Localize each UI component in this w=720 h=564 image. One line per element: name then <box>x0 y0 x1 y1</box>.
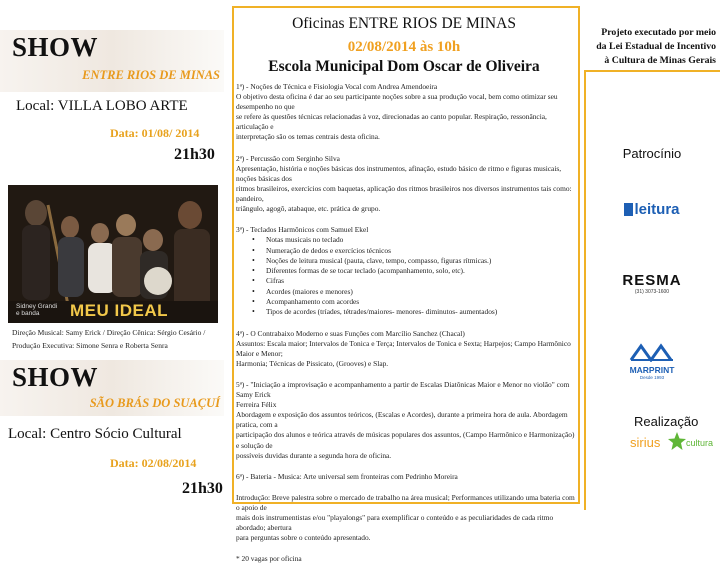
w1-line-1: O objetivo desta oficina é dar ao seu participante noções sobre a sua produção vocal, bem como otimizar seu desempenho no que <box>236 92 558 112</box>
w6-title: 6ª) - Bateria - Musica: Arte universal sem fronteiras com Pedrinho Moreira <box>236 471 458 481</box>
w5-title-2: Ferreira Félix <box>236 400 277 410</box>
workshops-body <box>236 82 576 564</box>
w1-line-2: se refere às questões técnicas relacionadas à voz, direcionadas ao canto popular. Respiração, ressonância, articulação e <box>236 112 547 132</box>
leitura-logo <box>584 200 720 218</box>
leitura-mark-icon <box>624 203 633 216</box>
marprint-logo <box>584 342 720 380</box>
footnote: * 20 vagas por oficina <box>236 554 302 564</box>
workshops-date: 02/08/2014 às 10h <box>347 39 461 55</box>
band-small-label: Sidney Grandi e banda <box>16 303 58 317</box>
w3-item: • Numeração de dedos e exercícios técnicos <box>252 246 576 256</box>
show1-title: SHOW <box>12 32 99 62</box>
workshops-school: Escola Municipal Dom Oscar de Oliveira <box>268 58 540 75</box>
sponsors-column <box>584 0 720 510</box>
marprint-wordmark: MARPRINT <box>629 365 675 375</box>
law-note-line-3: à Cultura de Minas Gerais <box>604 55 716 66</box>
w5-line-3: possíveis duvidas durante a segunda hora de oficina. <box>236 450 392 460</box>
w5-line-2: participação dos alunos e teórica através de músicas populares dos assuntos, (Campo Harmônico e Harmonização) e solução de <box>236 430 575 450</box>
credits <box>12 326 224 352</box>
leitura-wordmark: leitura <box>634 200 680 218</box>
sponsors-top-rule <box>586 70 720 72</box>
resma-phone: (31) 3073-1600 <box>634 289 670 295</box>
law-note-line-1: Projeto executado por meio <box>601 27 716 38</box>
w5-title: 5ª) - "Iniciação a improvisação e acompanhamento a partir de Escalas Diatônicas Maior e Menor no violão" com Samy Erick <box>236 379 570 400</box>
w2-line-2: ritmos brasileiros, exercícios com baquetas, aplicação dos ritmos brasileiros nos diversos instrumentos tais como: pandeiro, <box>236 183 572 203</box>
w3-list <box>236 235 576 317</box>
w2-line-1: Apresentação, história e noções básicas dos instrumentos, afinação, estudo básico de ritmo e figuras musicais, noções básicas dos <box>236 163 562 183</box>
w2-title: 2ª) - Percussão com Serginho Silva <box>236 153 340 163</box>
w4-line-1: Assuntos: Escala maior; Intervalos de Tonica e Terça; Intervalos de Tonica e Sexta; Harpejos; Campo Harmônico Maior e Menor; <box>236 338 571 358</box>
credits-line-1: Direção Musical: Samy Erick / Direção Cênica: Sérgio Cesário / <box>12 328 206 337</box>
w3-item: • Diferentes formas de se tocar teclado (acompanhamento, solo, etc). <box>252 266 576 276</box>
credits-line-2: Produção Executiva: Simone Senra e Roberta Senra <box>12 341 168 350</box>
sirius-wordmark: sirius <box>630 435 661 450</box>
marprint-mark-icon <box>629 342 675 362</box>
w5-line-1: Abordagem e exposição dos assuntos teóricos, (Escalas e Acordes), durante a primeira hora de aula. Abordagem pratica, com a <box>236 410 568 430</box>
resma-wordmark: RESMA <box>622 272 682 289</box>
patrocinio-label: Patrocínio <box>622 146 682 161</box>
law-note <box>584 26 716 68</box>
w3-item: • Noções de leitura musical (pauta, clave, tempo, compasso, figuras rítmicas.) <box>252 256 576 266</box>
left-column <box>0 0 224 510</box>
law-note-line-2: da Lei Estadual de Incentivo <box>596 41 716 52</box>
show1-subtitle: ENTRE RIOS DE MINAS <box>82 68 220 82</box>
show2-title: SHOW <box>12 362 99 392</box>
w3-item: • Acordes (maiores e menores) <box>252 287 576 297</box>
workshops-column <box>224 0 584 564</box>
show2-time: 21h30 <box>182 480 223 497</box>
show2-subtitle: SÃO BRÁS DO SUAÇUÍ <box>89 396 220 410</box>
realizacao-label: Realização <box>634 414 699 429</box>
band-name: MEU IDEAL <box>70 301 168 320</box>
cultura-wordmark: cultura <box>686 438 714 448</box>
show1-time: 21h30 <box>174 146 215 163</box>
resma-logo <box>584 272 720 295</box>
w2-line-3: triângulo, agogô, atabaque, etc. prática de grupo. <box>236 204 381 214</box>
w3-item: • Acompanhamento com acordes <box>252 297 576 307</box>
w6-line-2: mais dois instrumentistas e/ou "playalongs" para exemplificar o conteúdo e as peculiaridades de cada ritmo abordado; abertura <box>236 513 554 533</box>
w6-line-1: Introdução: Breve palestra sobre o mercado de trabalho na área musical; Performances utilizando uma bateria com o apoio de <box>236 492 575 512</box>
w4-line-2: Harmonia; Técnicas de Pissicato, (Grooves) e Slap. <box>236 358 389 368</box>
w6-line-3: para perguntas sobre o conteúdo apresentado. <box>236 533 371 543</box>
w1-title: 1ª) - Noções de Técnica e Fisiologia Vocal com Andrea Amendoeira <box>236 82 438 91</box>
band-photo <box>8 185 218 323</box>
w1-line-3: interpretação são os temas centrais desta oficina. <box>236 132 380 142</box>
show2-date: Data: 02/08/2014 <box>110 456 197 470</box>
w4-title: 4ª) - O Contrabaixo Moderno e suas Funções com Marcílio Sanchez (Chacal) <box>236 328 465 338</box>
marprint-since: Desde 1993 <box>639 375 665 380</box>
workshops-title: Oficinas ENTRE RIOS DE MINAS <box>292 15 516 32</box>
w3-title: 3ª) - Teclados Harmônicos com Samuel Ekel <box>236 225 369 235</box>
show2-local: Local: Centro Sócio Cultural <box>8 426 182 442</box>
w3-item: • Tipos de acordes (tríades, tétrades/maiores- menores- diminutos- aumentados) <box>252 307 576 317</box>
w3-item: • Notas musicais no teclado <box>252 235 576 245</box>
sirius-cultura-logo <box>630 432 720 458</box>
show1-local: Local: VILLA LOBO ARTE <box>16 98 188 114</box>
w3-item: • Cifras <box>252 276 576 286</box>
show1-date: Data: 01/08/ 2014 <box>110 126 200 140</box>
star-icon <box>668 432 686 450</box>
